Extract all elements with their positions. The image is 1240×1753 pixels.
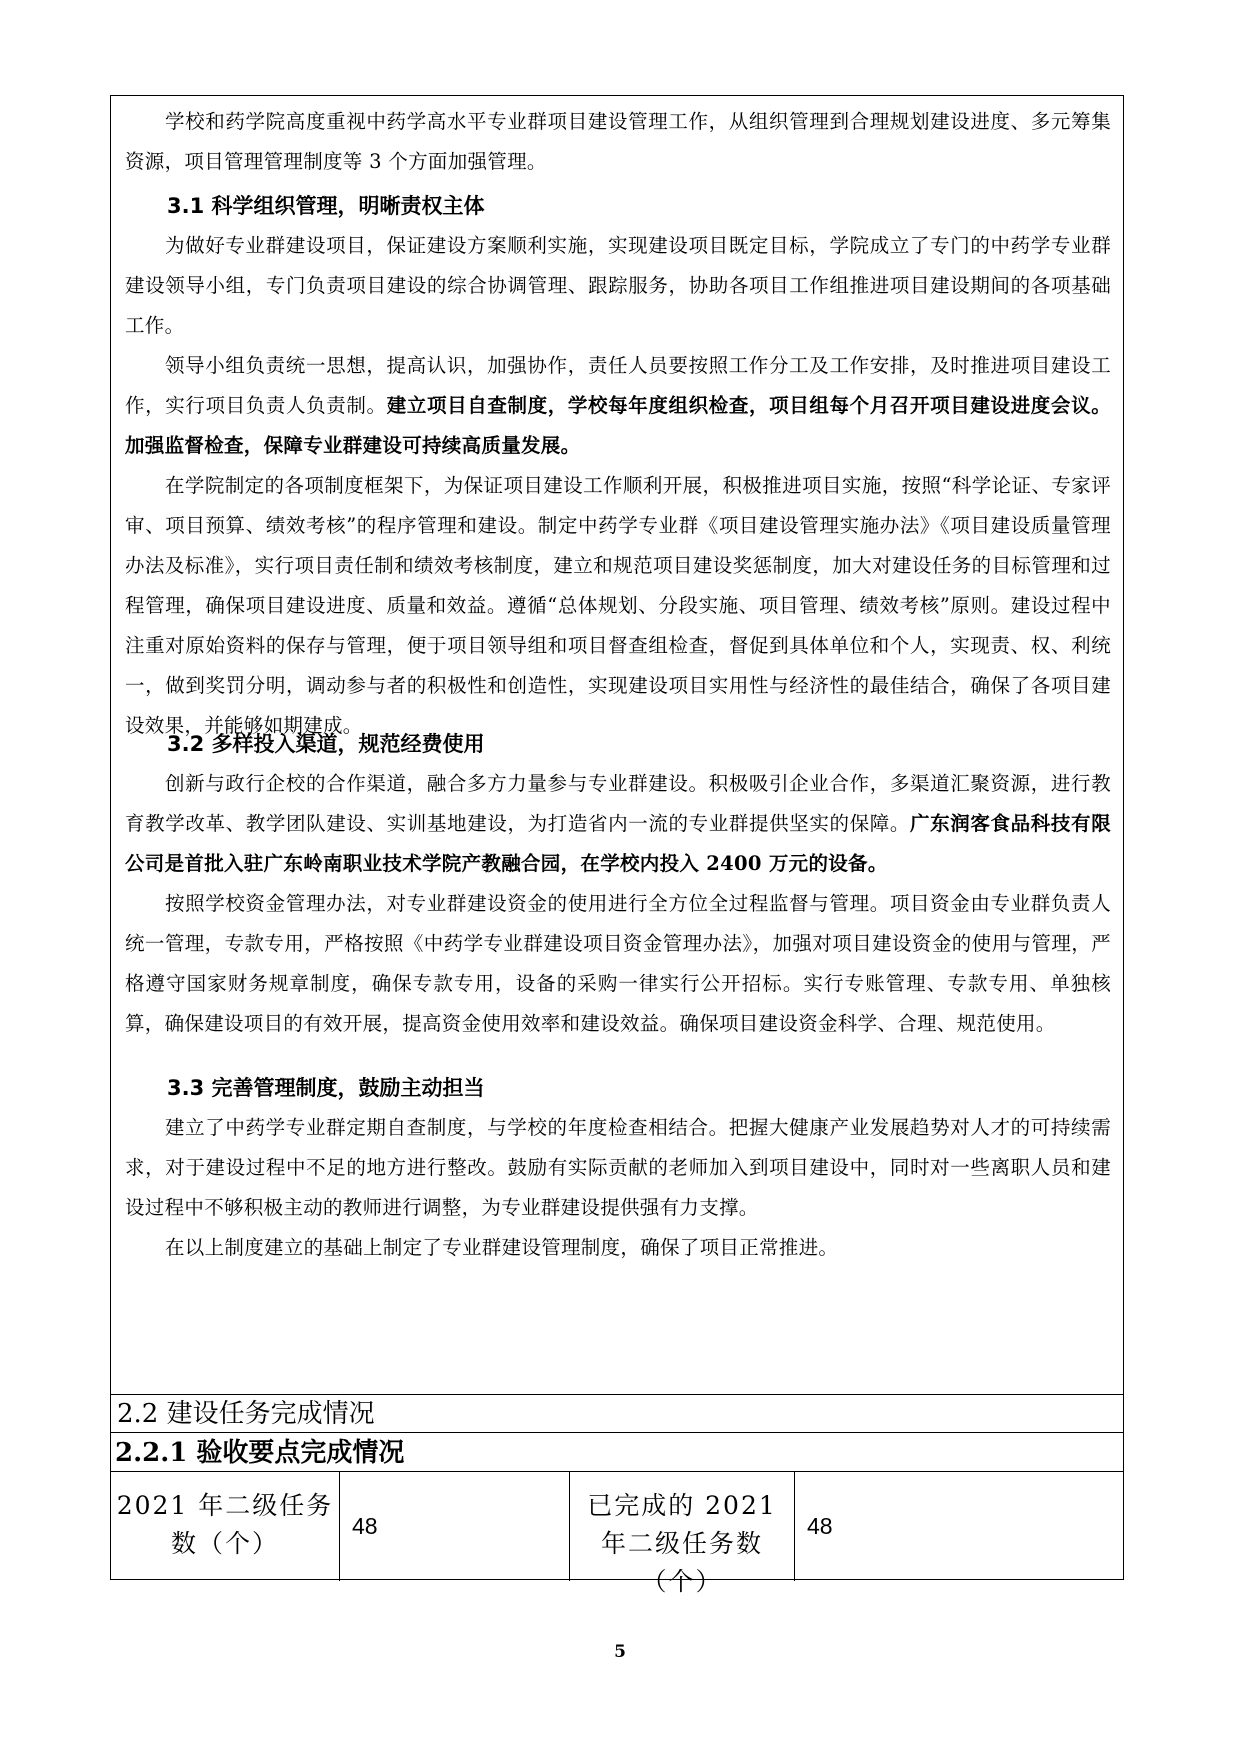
s31-paragraph-1: 为做好专业群建设项目，保证建设方案顺利实施，实现建设项目既定目标，学院成立了专门的中药学专业群建设领导小组，专门负责项目建设的综合协调管理、跟踪服务，协助各项目工作组推进项目建设期间的各项基础工作。	[125, 234, 1111, 337]
task-count-row	[111, 1471, 1123, 1596]
s31-p2-bold: 建立项目自查制度，学校每年度组织检查，项目组每个月召开项目建设进度会议。加强监督检查，保障专业群建设可持续高质量发展。	[125, 394, 1111, 457]
section-heading-3-2: 3.2 多样投入渠道，规范经费使用	[167, 732, 485, 756]
label-completed-tasks: 已完成的 2021 年二级任务数（个）	[587, 1491, 777, 1596]
value-completed-tasks: 48	[807, 1513, 833, 1539]
s32-paragraph-2: 按照学校资金管理办法，对专业群建设资金的使用进行全方位全过程监督与管理。项目资金由专业群负责人统一管理，专款专用，严格按照《中药学专业群建设项目资金管理办法》，加强对项目建设资金的使用与管理，严格遵守国家财务规章制度，确保专款专用，设备的采购一律实行公开招标。实行专账管理、专款专用、单独核算，确保建设项目的有效开展，提高资金使用效率和建设效益。确保项目建设资金科学、合理、规范使用。	[125, 892, 1111, 1035]
intro-paragraph: 学校和药学院高度重视中药学高水平专业群项目建设管理工作，从组织管理到合理规划建设进度、多元筹集资源，项目管理管理制度等 3 个方面加强管理。	[125, 110, 1111, 173]
section-heading-3-3: 3.3 完善管理制度，鼓励主动担当	[167, 1076, 485, 1100]
s32-p1-bold: 广东润客食品科技有限公司是首批入驻广东岭南职业技术学院产教融合园，在学校内投入 2400 万元的设备。	[125, 812, 1111, 875]
s33-paragraph-1: 建立了中药学专业群定期自查制度，与学校的年度检查相结合。把握大健康产业发展趋势对人才的可持续需求，对于建设过程中不足的地方进行整改。鼓励有实际贡献的老师加入到项目建设中，同时对一些离职人员和建设过程中不够积极主动的教师进行调整，为专业群建设提供强有力支撑。	[125, 1116, 1111, 1219]
table-row-title: 2.2 建设任务完成情况	[111, 1394, 1123, 1432]
s31-paragraph-2	[125, 346, 1111, 466]
value-2021-tasks: 48	[352, 1513, 378, 1539]
s33-paragraph-2: 在以上制度建立的基础上制定了专业群建设管理制度，确保了项目正常推进。	[165, 1236, 839, 1259]
s32-paragraph-1	[125, 764, 1111, 884]
s31-p2-normal: 领导小组负责统一思想，提高认识，加强协作，责任人员要按照工作分工及工作安排，及时推进项目建设工作，实行项目负责人负责制。	[125, 354, 1111, 417]
page-number: 5	[614, 1642, 626, 1662]
document-frame	[110, 95, 1124, 1596]
label-2021-tasks: 2021 年二级任务数（个）	[116, 1491, 334, 1558]
content-cell	[111, 96, 1123, 1394]
s32-p1-normal: 创新与政行企校的合作渠道，融合多方力量参与专业群建设。积极吸引企业合作，多渠道汇聚资源，进行教育教学改革、教学团队建设、实训基地建设，为打造省内一流的专业群提供坚实的保障。	[125, 772, 1111, 835]
section-heading-3-1: 3.1 科学组织管理，明晰责权主体	[167, 194, 485, 218]
s31-paragraph-3: 在学院制定的各项制度框架下，为保证项目建设工作顺利开展，积极推进项目实施，按照“科学论证、专家评审、项目预算、绩效考核”的程序管理和建设。制定中药学专业群《项目建设管理实施办法》《项目建设质量管理办法及标准》，实行项目责任制和绩效考核制度，建立和规范项目建设奖惩制度，加大对建设任务的目标管理和过程管理，确保项目建设进度、质量和效益。遵循“总体规划、分段实施、项目管理、绩效考核”原则。建设过程中注重对原始资料的保存与管理，便于项目领导组和项目督查组检查，督促到具体单位和个人，实现责、权、利统一，做到奖罚分明，调动参与者的积极性和创造性，实现建设项目实用性与经济性的最佳结合，确保了各项目建设效果，并能够如期建成。	[125, 474, 1111, 737]
table-row-subtitle: 2.2.1 验收要点完成情况	[111, 1432, 1123, 1471]
